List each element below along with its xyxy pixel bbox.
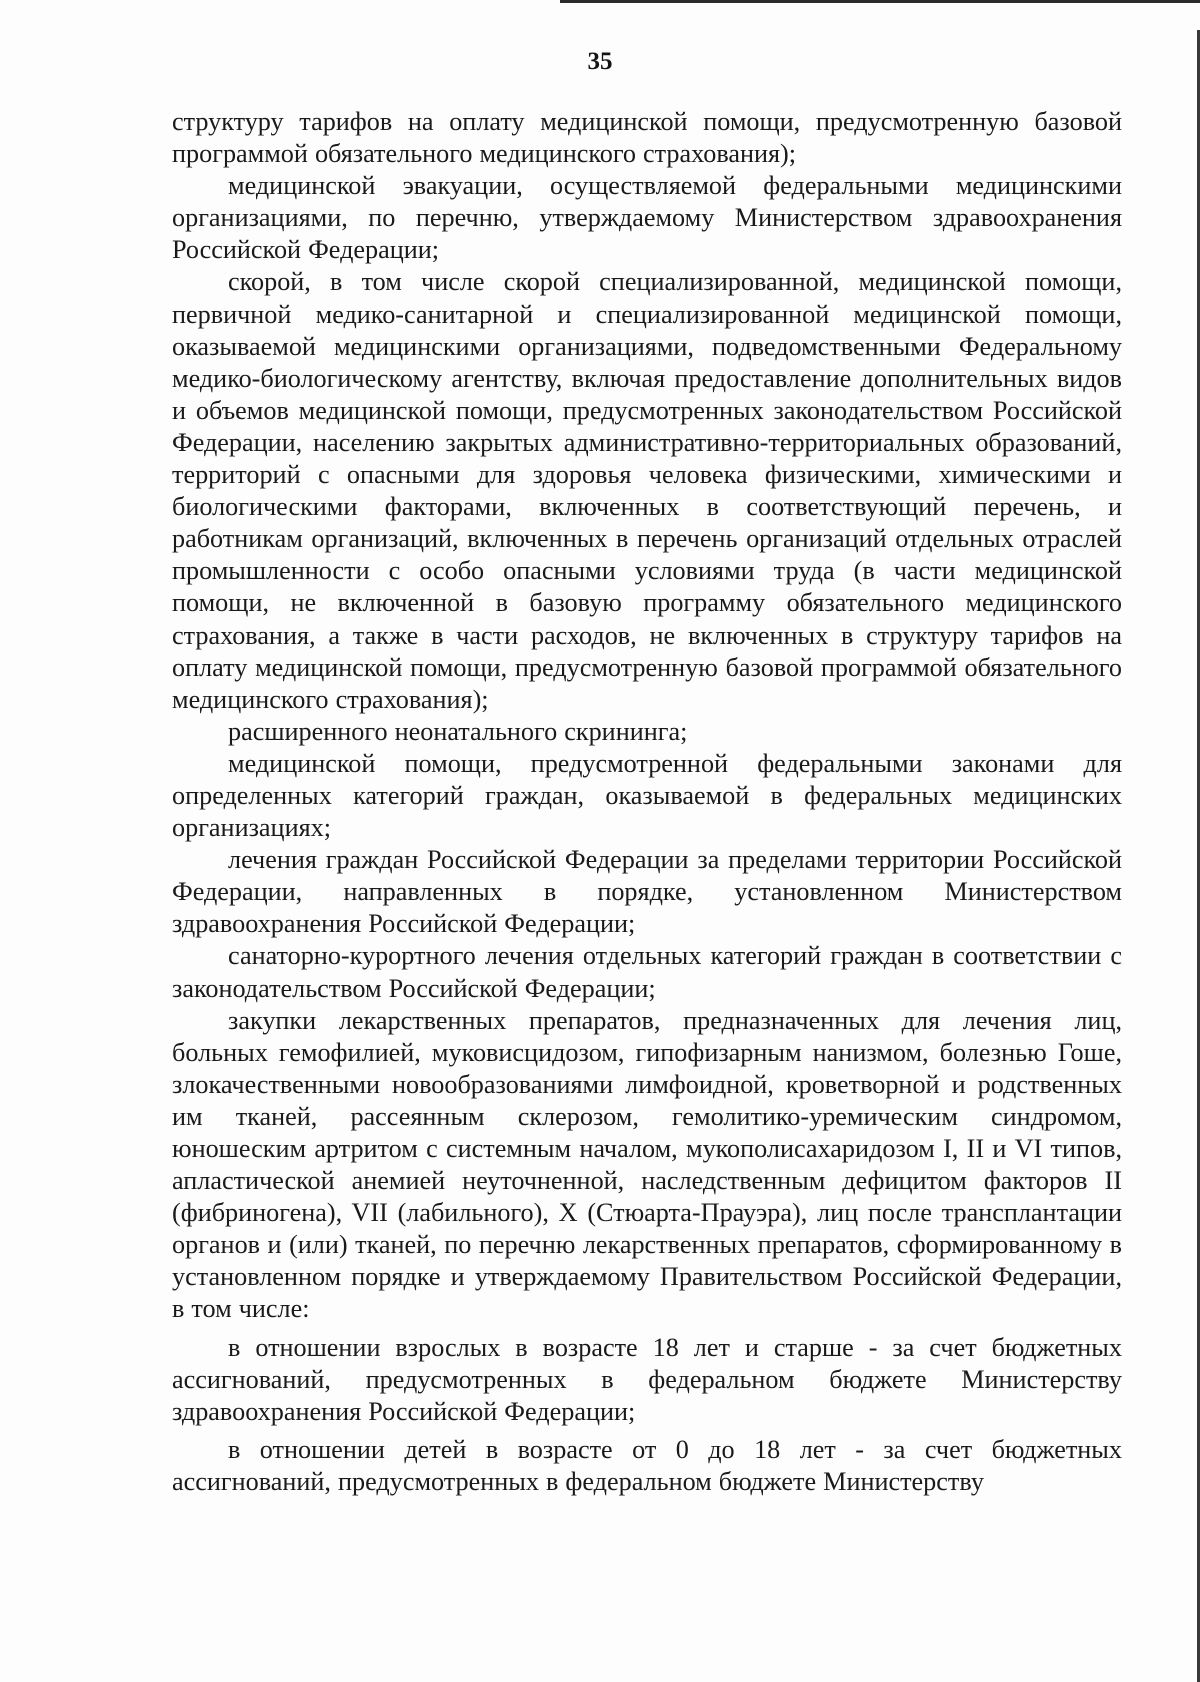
- paragraph: структуру тарифов на оплату медицинской помощи, предусмотренную базовой программой обязательного медицинского страхования);: [172, 107, 1122, 169]
- paragraph: в отношении взрослых в возрасте 18 лет и старше - за счет бюджетных ассигнований, предусмотренных в федеральном бюджете Министерству здравоохранения Российской Федерации;: [172, 1332, 1122, 1426]
- page-number: 35: [587, 48, 613, 75]
- paragraph: закупки лекарственных препаратов, предназначенных для лечения лиц, больных гемофилией, муковисцидозом, гипофизарным нанизмом, болезнью Гоше, злокачественными новообразованиями лимфоидной, кроветворной и родственных им тканей, рассеянным склерозом, гемолитико-уремическим синдромом, юношеским артритом с системным началом, мукополисахаридозом I, II и VI типов, апластической анемией неуточненной, наследственным дефицитом факторов II (фибриногена), VII (лабильного), X (Стюарта-Прауэра), лиц после трансплантации органов и (или) тканей, по перечню лекарственных препаратов, сформированному в установленном порядке и утверждаемому Правительством Российской Федерации, в том числе:: [172, 1005, 1122, 1324]
- paragraph: лечения граждан Российской Федерации за пределами территории Российской Федерации, направленных в порядке, установленном Министерством здравоохранения Российской Федерации;: [172, 845, 1122, 939]
- paragraph: скорой, в том числе скорой специализированной, медицинской помощи, первичной медико-санитарной и специализированной медицинской помощи, оказываемой медицинскими организациями, подведомственными Федеральному медико-биологическому агентству, включая предоставление дополнительных видов и объемов медицинской помощи, предусмотренных законодательством Российской Федерации, населению закрытых административно-территориальных образований, территорий с опасными для здоровья человека физическими, химическими и биологическими факторами, включенных в соответствующий перечень, и работникам организаций, включенных в перечень организаций отдельных отраслей промышленности с особо опасными условиями труда (в части медицинской помощи, не включенной в базовую программу обязательного медицинского страхования, а также в части расходов, не включенных в структуру тарифов на оплату медицинской помощи, предусмотренную базовой программой обязательного медицинского страхования);: [172, 267, 1122, 714]
- paragraph: медицинской эвакуации, осуществляемой федеральными медицинскими организациями, по перечню, утверждаемому Министерством здравоохранения Российской Федерации;: [172, 171, 1122, 265]
- paragraph: медицинской помощи, предусмотренной федеральными законами для определенных категорий граждан, оказываемой в федеральных медицинских организациях;: [172, 748, 1122, 843]
- paragraph: расширенного неонатального скрининга;: [228, 716, 688, 746]
- scan-top-edge: [560, 0, 1200, 3]
- paragraph: в отношении детей в возрасте от 0 до 18 лет - за счет бюджетных ассигнований, предусмотренных в федеральном бюджете Министерству: [172, 1434, 1122, 1496]
- body-text: [172, 106, 1122, 1498]
- paragraph: санаторно-курортного лечения отдельных категорий граждан в соответствии с законодательством Российской Федерации;: [172, 941, 1122, 1003]
